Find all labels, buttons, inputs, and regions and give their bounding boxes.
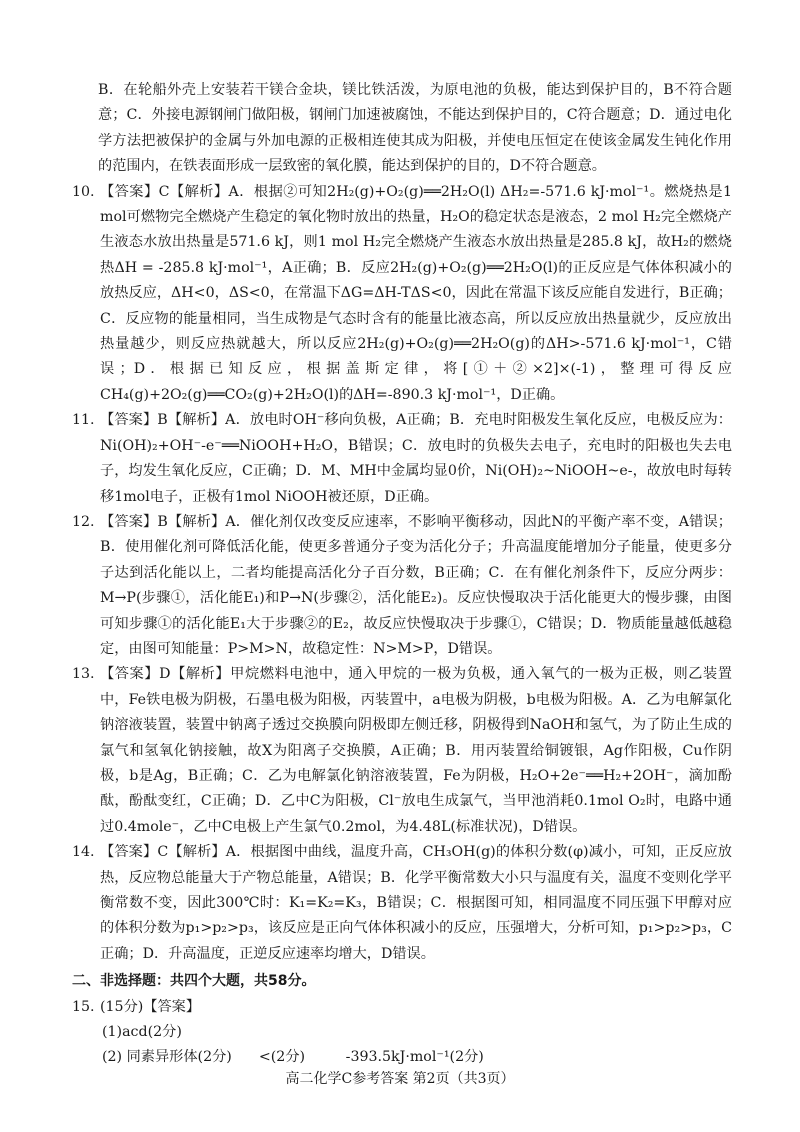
answer-15-part-2: (2) 同素异形体(2分) <(2分) -393.5kJ·mol⁻¹(2分): [102, 1049, 484, 1066]
item-number: 11.: [72, 412, 95, 429]
continuation-paragraph: B．在轮船外壳上安装若干镁合金块，镁比铁活泼，为原电池的负极，能达到保护目的，B不符合题意；C．外接电源钢闸门做阳极，钢闸门加速被腐蚀，不能达到保护目的，C符合题意；D．通过电化学方法把被保护的金属与外加电源的正极相连使其成为阳极，并使电压恒定在使该金属发生钝化作用的范围内，在铁表面形成一层致密的氧化膜，能达到保护的目的，D不符合题意。: [98, 82, 732, 175]
item-heading: (15分)【答案】: [100, 998, 201, 1015]
item-number: 10.: [72, 183, 95, 200]
answer-item-14: [72, 840, 732, 967]
answer-item-12: [72, 510, 732, 662]
answer-item-11: [72, 408, 732, 510]
item-number: 13.: [72, 666, 95, 683]
item-text: 【答案】C【解析】A．根据②可知2H₂(g)+O₂(g)══2H₂O(l) ΔH₂=-571.6 kJ·mol⁻¹。燃烧热是1 mol可燃物完全燃烧产生稳定的氧化物时放出的热量，H₂O的稳定状态是液态，2 mol H₂完全燃烧产生液态水放出热量是571.6 kJ，则1 mol H₂完全燃烧产生液态水放出热量是285.8 kJ，故H₂的燃烧热ΔH = -285.8 kJ·mol⁻¹，A正确；B．反应2H₂(g)+O₂(g)══2H₂O(l)的正反应是气体体积减小的放热反应，ΔH<0，ΔS<0，在常温下ΔG=ΔH-TΔS<0，因此在常温下该反应能自发进行，B正确；C．反应物的能量相同，当生成物是气态时含有的能量比液态高，所以反应放出热量就少，反应放出热量越少，则反应热就越大，所以反应2H₂(g)+O₂(g)══2H₂O(g)的ΔH>-571.6 kJ·mol⁻¹，C错误；D．根据已知反应，根据盖斯定律，将[①＋②×2]×(-1)，整理可得反应CH₄(g)+2O₂(g)══CO₂(g)+2H₂O(l)的ΔH=-890.3 kJ·mol⁻¹，D正确。: [100, 183, 732, 403]
item-number: 14.: [72, 844, 95, 861]
item-text: 【答案】B【解析】A．放电时OH⁻移向负极，A正确；B．充电时阳极发生氧化反应，电极反应为：Ni(OH)₂+OH⁻-e⁻══NiOOH+H₂O，B错误；C．放电时的负极失去电子，充电时的阳极也失去电子，均发生氧化反应，C正确；D．M、MH中金属均显0价，Ni(OH)₂~NiOOH~e-，故放电时每转移1mol电子，正极有1mol NiOOH被还原，D正确。: [100, 412, 732, 505]
answer-content: [72, 78, 732, 1071]
item-text: 【答案】C【解析】A．根据图中曲线，温度升高，CH₃OH(g)的体积分数(φ)减小，可知，正反应放热，反应物总能量大于产物总能量，A错误；B．化学平衡常数大小只与温度有关，温度不变则化学平衡常数不变，因此300℃时：K₁=K₂=K₃，B错误；C．根据图可知，相同温度不同压强下甲醇对应的体积分数为p₁>p₂>p₃，该反应是正向气体体积减小的反应，压强增大，分析可知，p₁>p₂>p₃，C正确；D．升高温度，正逆反应速率均增大，D错误。: [100, 844, 732, 962]
item-text: 【答案】D【解析】甲烷燃料电池中，通入甲烷的一极为负极，通入氧气的一极为正极，则乙装置中，Fe铁电极为阴极，石墨电极为阳极，丙装置中，a电极为阴极，b电极为阳极。A．乙为电解氯化钠溶液装置，装置中钠离子透过交换膜向阴极即左侧迁移，阴极得到NaOH和氢气，为了防止生成的氯气和氢氧化钠接触，故X为阳离子交换膜，A正确；B．用丙装置给铜镀银，Ag作阳极，Cu作阴极，b是Ag，B正确；C．乙为电解氯化钠溶液装置，Fe为阴极，H₂O+2e⁻══H₂+2OH⁻，滴加酚酞，酚酞变红，C正确；D．乙中C为阳极，Cl⁻放电生成氯气，当甲池消耗0.1mol O₂时，电路中通过0.4mole⁻，乙中C电极上产生氯气0.2mol，为4.48L(标准状况)，D错误。: [100, 666, 732, 835]
item-number: 15.: [72, 998, 95, 1015]
answer-item-13: [72, 662, 732, 840]
answer-item-15: [72, 995, 732, 1020]
item-number: 12.: [72, 513, 95, 530]
page-footer: 高二化学C参考答案 第2页（共3页）: [285, 1071, 515, 1087]
answer-item-10: [72, 180, 732, 409]
item-text: 【答案】B【解析】A．催化剂仅改变反应速率，不影响平衡移动，因此N的平衡产率不变，A错误；B．使用催化剂可降低活化能，使更多普通分子变为活化分子；升高温度能增加分子能量，使更多分子达到活化能以上，二者均能提高活化分子百分数，B正确；C．在有催化剂条件下，反应分两步：M→P(步骤①，活化能E₁)和P→N(步骤②，活化能E₂)。反应快慢取决于活化能更大的慢步骤，由图可知步骤①的活化能E₁大于步骤②的E₂，故反应快慢取决于步骤①，C错误；D．物质能量越低越稳定，由图可知能量：P>M>N，故稳定性：N>M>P，D错误。: [100, 513, 732, 657]
section-title: 二、非选择题：共四个大题，共58分。: [72, 973, 316, 990]
answer-15-part-1: (1)acd(2分): [102, 1024, 182, 1041]
